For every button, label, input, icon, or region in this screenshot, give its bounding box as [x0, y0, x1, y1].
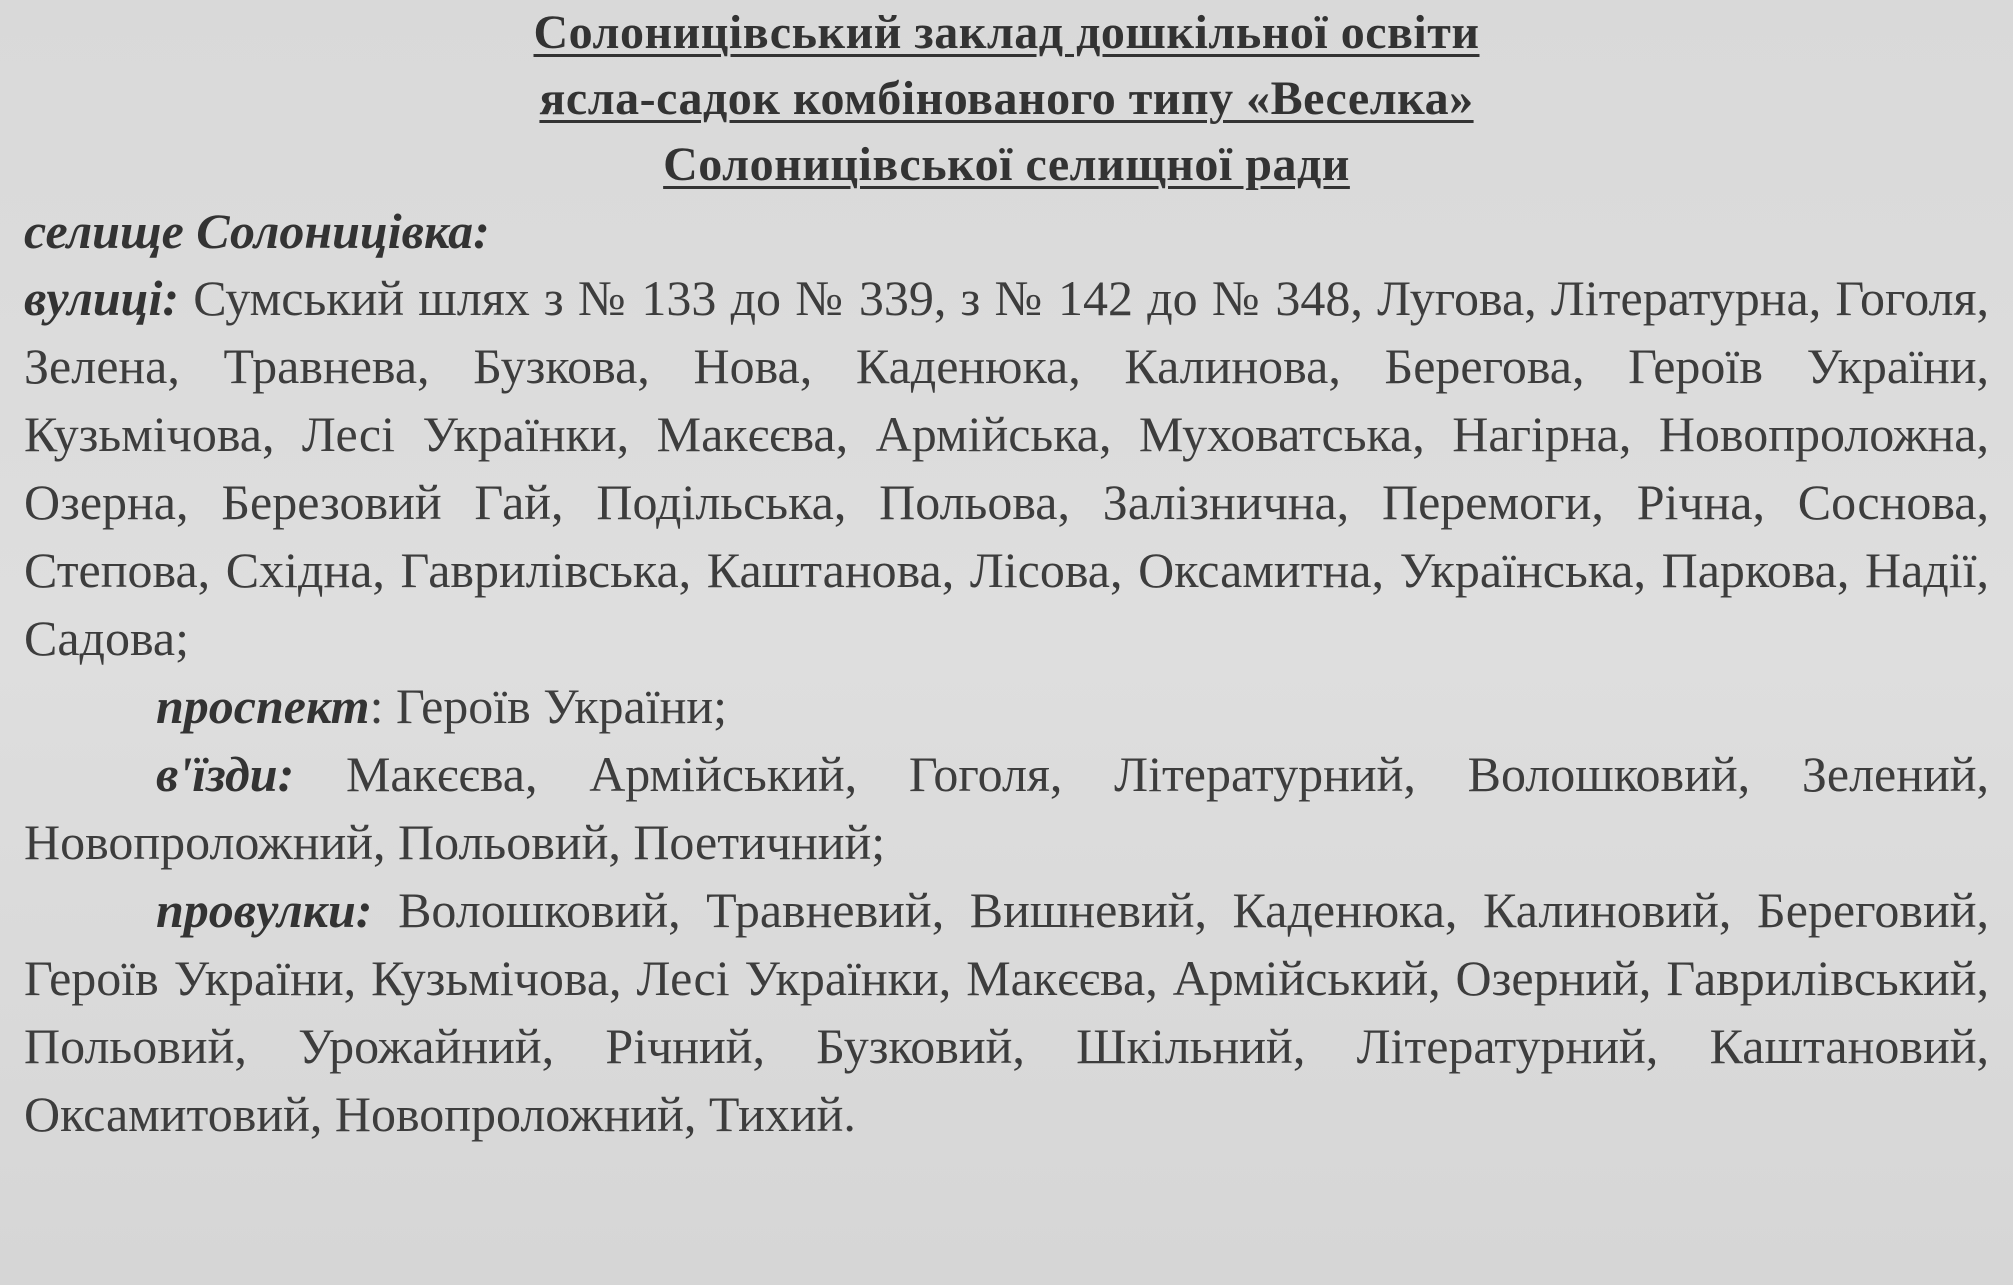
avenue-text: : Героїв України;: [369, 678, 728, 734]
settlement-title: селище Солоницівка:: [24, 203, 490, 259]
lanes-label: провулки:: [156, 882, 373, 938]
streets-text: Сумський шлях з № 133 до № 339, з № 142 до № 348, Лугова, Літературна, Гоголя, Зелена, Травнева, Бузкова, Нова, Каденюка, Калинова, Берегова, Героїв України, Кузьмічова, Лесі Українки, Макєєва, Армійська, Муховатська, Нагірна, Новопроложна, Озерна, Березовий Гай, Подільська, Польова, Залізнична, Перемоги, Річна, Соснова, Степова, Східна, Гаврилівська, Каштанова, Лісова, Оксамитна, Українська, Паркова, Надії, Садова;: [24, 270, 1989, 666]
entrances-label: в'їзди:: [156, 746, 295, 802]
avenue-paragraph: [24, 672, 1989, 740]
heading-line-1: Солоницівський заклад дошкільної освіти: [533, 6, 1480, 59]
lanes-paragraph: [24, 876, 1989, 1148]
heading-line-2: ясла-садок комбінованого типу «Веселка»: [539, 72, 1474, 125]
streets-paragraph: [24, 264, 1989, 672]
heading-line-3: Солоницівської селищної ради: [663, 138, 1350, 191]
entrances-paragraph: [24, 740, 1989, 876]
lanes-text: Волошковий, Травневий, Вишневий, Каденюка, Калиновий, Береговий, Героїв України, Кузьмічова, Лесі Українки, Макєєва, Армійський, Озерний, Гаврилівський, Польовий, Урожайний, Річний, Бузковий, Шкільний, Літературний, Каштановий, Оксамитовий, Новопроложний, Тихий.: [24, 882, 1989, 1142]
entrances-text: Макєєва, Армійський, Гоголя, Літературний, Волошковий, Зелений, Новопроложний, Польовий, Поетичний;: [24, 746, 1989, 870]
avenue-label: проспект: [156, 678, 370, 734]
document-heading: [24, 0, 1989, 198]
streets-label: вулиці:: [24, 270, 180, 326]
